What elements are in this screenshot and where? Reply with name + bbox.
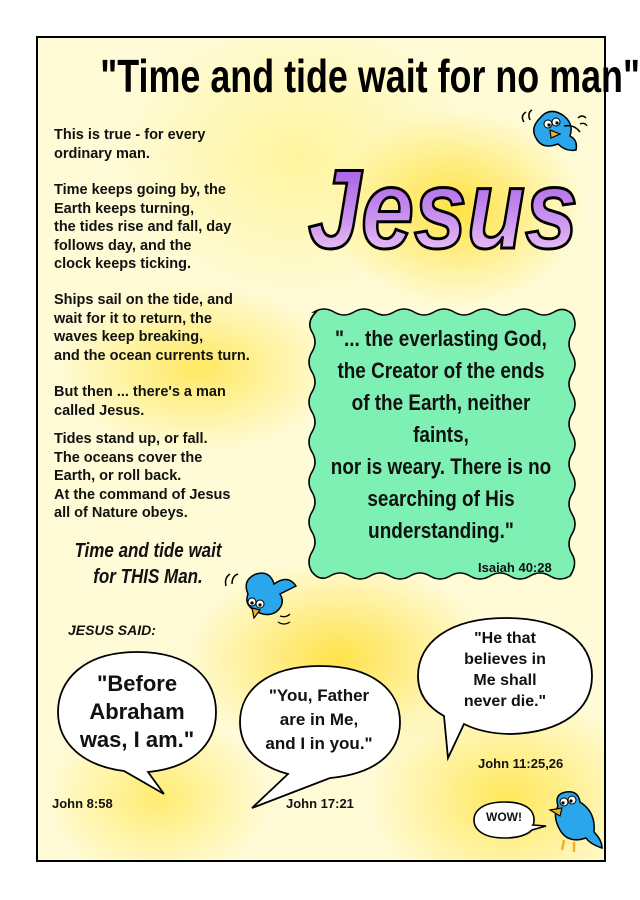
intro-paragraph [54, 126, 294, 163]
text-line: Time keeps going by, the [54, 182, 226, 198]
text-line: Earth keeps turning, [54, 200, 195, 217]
bubble-quote-before-abraham [62, 670, 212, 754]
ships-paragraph [54, 291, 294, 365]
quote-line: searching of His [367, 486, 515, 511]
jesus-said-label: JESUS SAID: [68, 622, 156, 638]
text-line: Tides stand up, or fall. [54, 431, 208, 447]
text-line: The oceans cover the [54, 449, 203, 466]
bubble-line: believes in [464, 651, 546, 668]
scripture-quote-text [328, 323, 553, 547]
bubble-line: are in Me, [279, 710, 359, 729]
time-paragraph [54, 181, 294, 274]
wow-text: WOW! [486, 810, 522, 824]
jesus-word-text: Jesus [308, 147, 578, 272]
bubble-quote-father [244, 684, 394, 756]
quote-line: understanding." [368, 518, 514, 543]
jesus-man-paragraph [54, 383, 294, 420]
time-tide-statement [72, 538, 225, 590]
bubble-line: never die." [463, 693, 547, 710]
bubble-line: "You, Father [268, 686, 370, 705]
bird-icon [518, 108, 590, 162]
bubble-line: Abraham [89, 699, 185, 724]
text-line: all of Nature obeys. [54, 505, 188, 521]
text-line: and the ocean currents turn. [54, 347, 250, 364]
text-line: follows day, and the [54, 237, 192, 254]
statement-line: Time and tide wait [74, 540, 222, 562]
text-line: waves keep breaking, [54, 329, 204, 345]
text-line: Earth, or roll back. [54, 468, 182, 484]
bird-icon [544, 784, 604, 854]
bubble-line: "He that [474, 630, 536, 647]
scripture-reference: Isaiah 40:28 [478, 560, 552, 575]
bubble-line: and I in you." [265, 734, 373, 753]
quote-line: nor is weary. There is no [330, 454, 552, 479]
bubble-reference: John 11:25,26 [478, 756, 564, 771]
bird-icon [222, 568, 302, 630]
statement-line: for THIS Man. [93, 566, 203, 588]
bubble-line: was, I am." [79, 727, 195, 752]
text-line: ordinary man. [54, 145, 150, 162]
bubble-line: "Before [96, 671, 178, 696]
quote-line: of the Earth, neither faints, [351, 390, 531, 447]
bubble-line: Me shall [473, 672, 537, 689]
text-line: At the command of Jesus [54, 486, 231, 503]
bubble-reference: John 17:21 [286, 796, 354, 811]
poster [36, 36, 640, 862]
page-title: "Time and tide wait for no man" [100, 50, 640, 102]
text-line: the tides rise and fall, day [54, 219, 232, 235]
text-line: wait for it to return, the [54, 310, 212, 327]
text-line: Ships sail on the tide, and [54, 292, 233, 308]
text-line: But then ... there's a man [54, 384, 226, 400]
quote-line: "... the everlasting God, [335, 326, 547, 351]
text-line: clock keeps ticking. [54, 256, 192, 272]
bubble-reference: John 8:58 [52, 796, 113, 811]
text-line: called Jesus. [54, 402, 145, 419]
text-line: This is true - for every [54, 127, 206, 143]
bubble-quote-believes [430, 628, 580, 712]
tides-paragraph [54, 430, 294, 523]
quote-line: the Creator of the ends [337, 358, 545, 383]
